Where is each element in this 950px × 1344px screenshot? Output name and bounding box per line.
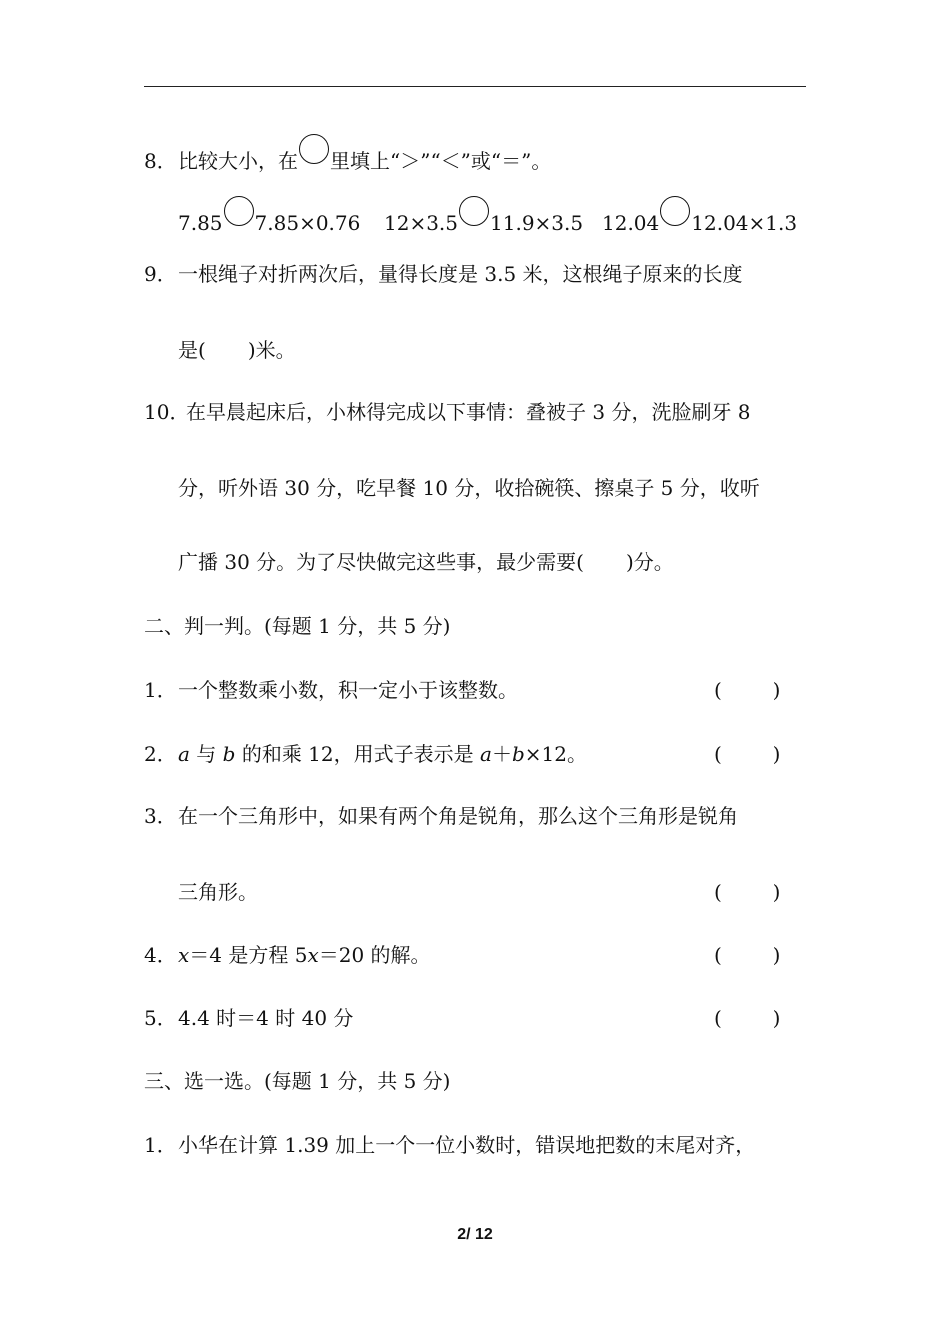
section-3-title: 三、选一选。(每题 1 分，共 5 分): [144, 1069, 451, 1093]
question-line-1: 在早晨起床后，小林得完成以下事情：叠被子 3 分，洗脸刷牙 8: [186, 400, 751, 424]
question-number: 10．: [144, 400, 190, 424]
question-text-a: 比较大小，在: [178, 149, 298, 173]
expr-right: 12.04×1.3: [691, 211, 798, 235]
judge-item-4: 4．x＝4 是方程 5x＝20 的解。: [144, 943, 431, 967]
expr-right: 7.85×0.76: [254, 211, 361, 235]
answer-bracket[interactable]: ( ): [714, 678, 781, 702]
judge-item-1: 1．一个整数乘小数，积一定小于该整数。: [144, 678, 518, 702]
question-10-line-2: 分，听外语 30 分，吃早餐 10 分，收拾碗筷、擦桌子 5 分，收听: [178, 476, 760, 500]
question-line-1: 一根绳子对折两次后，量得长度是 3.5 米，这根绳子原来的长度: [178, 262, 743, 286]
question-number: 9．: [144, 262, 177, 286]
expr-left: 7.85: [178, 211, 223, 235]
judge-item-5: 5．4.4 时＝4 时 40 分: [144, 1006, 354, 1030]
judge-item-3: 3．在一个三角形中，如果有两个角是锐角，那么这个三角形是锐角: [144, 804, 738, 828]
section-2-title: 二、判一判。(每题 1 分，共 5 分): [144, 614, 451, 638]
answer-bracket[interactable]: ( ): [714, 742, 781, 766]
question-number: 8．: [144, 149, 177, 173]
question-9-line-2: 是( )米。: [178, 338, 296, 362]
compare-circle-icon: [299, 134, 329, 164]
compare-circle-icon[interactable]: [660, 196, 690, 226]
question-text-b: 里填上“＞”“＜”或“＝”。: [330, 149, 552, 173]
expr-left: 12.04: [602, 211, 660, 235]
question-9: [144, 262, 743, 286]
header-rule: [144, 86, 806, 87]
question-8: [144, 134, 551, 173]
page-number: 2/ 12: [457, 1226, 493, 1243]
judge-item-2: 2．a 与 b 的和乘 12，用式子表示是 a＋b×12。: [144, 742, 587, 766]
expr-right: 11.9×3.5: [490, 211, 584, 235]
judge-item-3-line-2: 三角形。: [178, 880, 258, 904]
question-10-line-3: 广播 30 分。为了尽快做完这些事，最少需要( )分。: [178, 550, 674, 574]
choice-item-1: 1．小华在计算 1.39 加上一个一位小数时，错误地把数的末尾对齐，: [144, 1133, 756, 1157]
question-10: [144, 400, 751, 424]
answer-bracket[interactable]: ( ): [714, 943, 781, 967]
answer-bracket[interactable]: ( ): [714, 880, 781, 904]
compare-circle-icon[interactable]: [459, 196, 489, 226]
compare-expression-2: [384, 196, 583, 235]
answer-bracket[interactable]: ( ): [714, 1006, 781, 1030]
compare-expression-3: [602, 196, 797, 235]
expr-left: 12×3.5: [384, 211, 459, 235]
compare-expression-1: [178, 196, 360, 235]
compare-circle-icon[interactable]: [224, 196, 254, 226]
